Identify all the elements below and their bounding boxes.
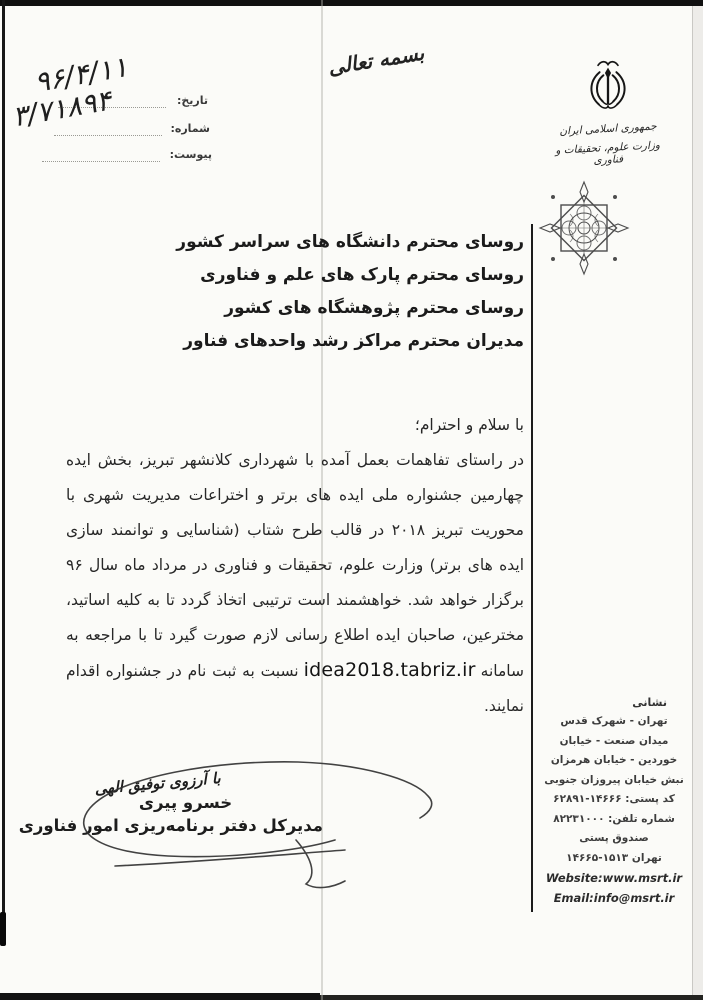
attachment-dotted-line bbox=[42, 160, 160, 162]
date-value-handwritten: ۹۶/۴/۱۱ bbox=[31, 50, 131, 99]
recipient-line: مدیران محترم مراکز رشد واحدهای فناور bbox=[183, 331, 524, 351]
letter-body bbox=[66, 226, 524, 724]
po-box-label-line: صندوق پستی bbox=[579, 832, 649, 844]
festival-url: idea2018.tabriz.ir bbox=[303, 659, 476, 681]
address-line: تهران - شهرک قدس bbox=[560, 715, 668, 727]
signer-name: خسرو پیری bbox=[138, 793, 233, 812]
closing-line: نمایند. bbox=[483, 697, 524, 715]
number-dotted-line bbox=[54, 134, 162, 136]
salutation: با سلام و احترام؛ bbox=[414, 416, 524, 434]
scan-edge-left-blob bbox=[0, 912, 6, 946]
phone-line: شماره تلفن: ۸۲۲۳۱۰۰۰ bbox=[553, 812, 675, 825]
body-line: چهارمین جشنواره ملی ایده های برتر و اختراعات مدیریت شهری با bbox=[66, 486, 524, 504]
republic-name: جمهوری اسلامی ایران bbox=[559, 120, 657, 138]
address-heading: نشانی bbox=[632, 696, 667, 709]
recipient-line: روسای محترم پارک های علم و فناوری bbox=[200, 265, 524, 285]
postal-code-line: کد پستی: ۱۴۶۶۶-۶۲۸۹۱ bbox=[553, 793, 675, 805]
number-label: شماره: bbox=[170, 122, 210, 135]
recipient-line: روسای محترم پژوهشگاه های کشور bbox=[224, 298, 524, 318]
body-line-with-url bbox=[66, 653, 524, 689]
date-label: تاریخ: bbox=[176, 94, 208, 107]
address-line: نبش خیابان پیروزان جنوبی bbox=[544, 773, 684, 786]
signer-title: مدیرکل دفتر برنامه‌ریزی امور فناوری bbox=[18, 816, 323, 835]
attachment-label: پیوست: bbox=[169, 148, 212, 161]
bismillah-calligraphy: بسمه تعالی bbox=[326, 40, 426, 80]
scan-edge-bottom-dark bbox=[0, 993, 320, 1000]
letterhead-emblem-block bbox=[542, 58, 674, 166]
scan-edge-left bbox=[2, 0, 5, 942]
address-line: خوردین - خیابان هرمزان bbox=[550, 754, 678, 766]
ornamental-seal-icon bbox=[534, 176, 634, 280]
url-line-suffix: نسبت به ثبت نام در جشنواره اقدام bbox=[66, 662, 299, 680]
iran-emblem-icon bbox=[585, 58, 631, 118]
ministry-name: وزارت علوم، تحقیقات و فناوری bbox=[555, 139, 661, 167]
number-value-handwritten: ۳/۷۱۸۹۴ bbox=[9, 83, 114, 134]
body-line: ایده های برتر) وزارت علوم، تحقیقات و فناوری در مرداد ماه سال ۹۶ bbox=[66, 556, 524, 574]
website-url: Website:www.msrt.ir bbox=[545, 871, 683, 885]
body-line: برگزار خواهد شد. خواهشمند است ترتیبی اتخاذ گردد تا به کلیه اساتید، bbox=[66, 591, 524, 609]
recipient-line: روسای محترم دانشگاه های سراسر کشور bbox=[176, 232, 524, 252]
body-line: محوریت تبریز ۲۰۱۸ در قالب طرح شتاب (شناسایی و توانمند سازی bbox=[66, 521, 524, 539]
scan-edge-top bbox=[0, 0, 703, 6]
body-line: مخترعین، صاحبان ایده اطلاع رسانی لازم صورت گیرد تا با مراجعه به bbox=[66, 626, 524, 644]
scan-edge-right bbox=[692, 6, 703, 995]
email-address: Email:info@msrt.ir bbox=[553, 891, 675, 905]
address-line: میدان صنعت - خیابان bbox=[559, 734, 669, 747]
signature-blessing: با آرزوی توفیق الهی bbox=[93, 768, 222, 798]
body-line: در راستای تفاهمات بعمل آمده با شهرداری کلانشهر تبریز، بخش ایده bbox=[66, 451, 524, 469]
contact-block bbox=[537, 694, 691, 908]
vertical-divider-rule bbox=[531, 224, 533, 912]
handwritten-signature-icon bbox=[58, 752, 458, 906]
url-line-prefix: سامانه bbox=[480, 662, 524, 680]
po-box-number-line: تهران ۱۵۱۳-۱۴۶۶۵ bbox=[566, 851, 662, 864]
